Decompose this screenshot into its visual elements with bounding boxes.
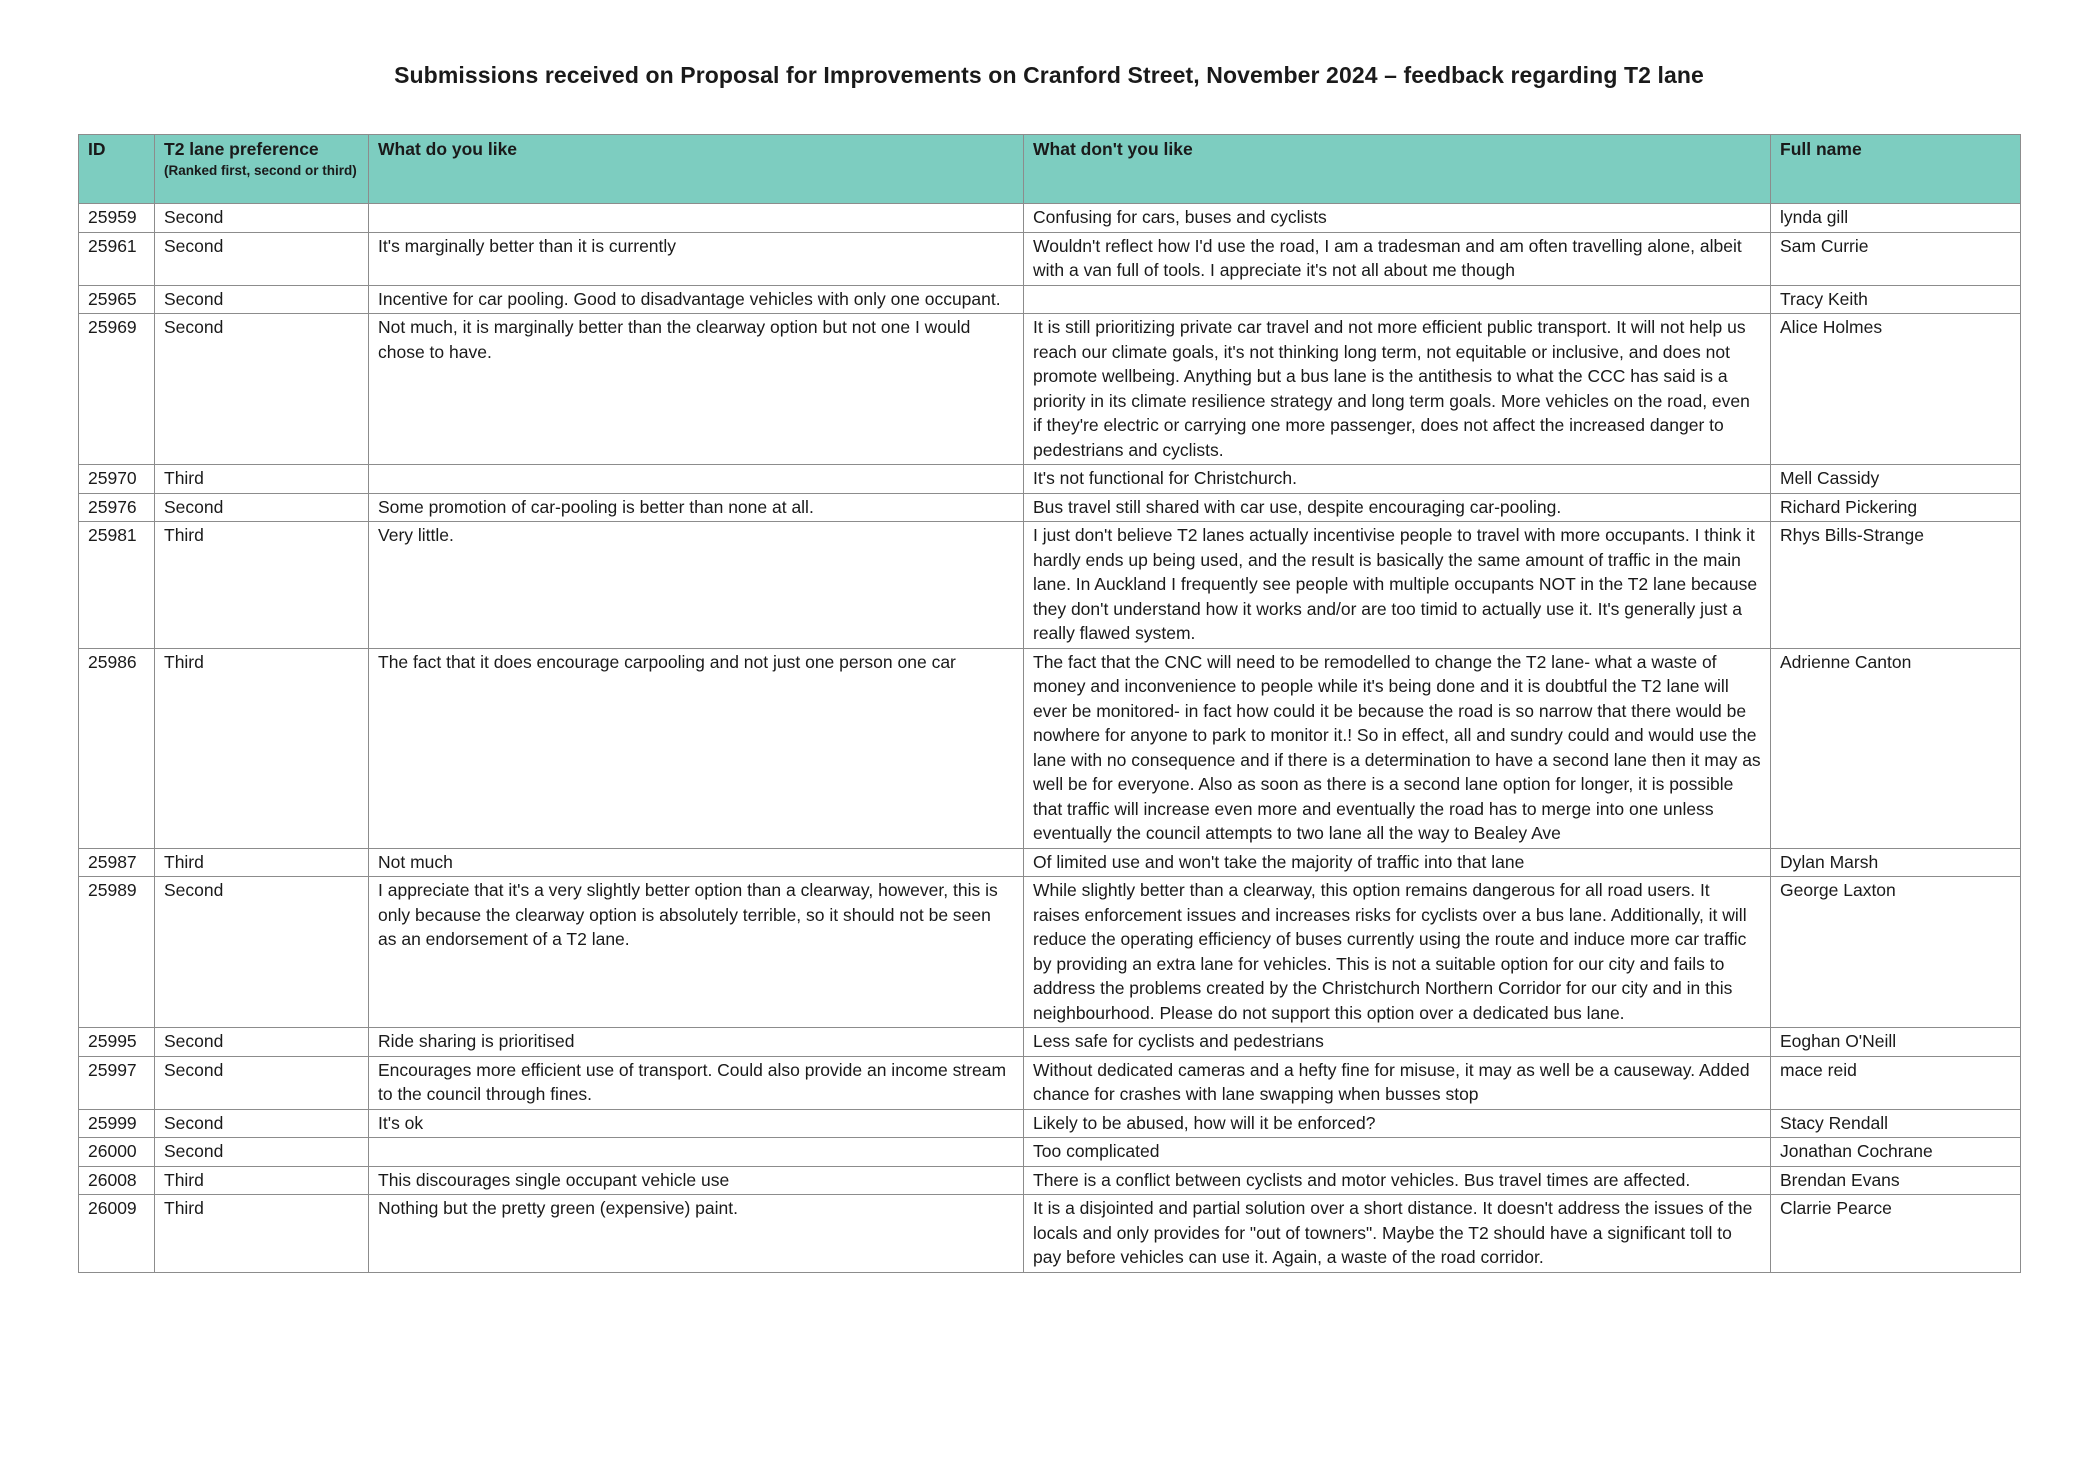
header-preference-note: (Ranked first, second or third) <box>164 162 357 178</box>
cell-full-name: lynda gill <box>1771 204 2021 233</box>
cell-preference: Third <box>155 648 369 848</box>
cell-full-name: Stacy Rendall <box>1771 1109 2021 1138</box>
cell-dislike: Too complicated <box>1024 1138 1771 1167</box>
cell-like: Some promotion of car-pooling is better than none at all. <box>369 493 1024 522</box>
cell-dislike: The fact that the CNC will need to be remodelled to change the T2 lane- what a waste of money and inconvenience to people while it's being done and it is doubtful the T2 lane will ever be monitored- in fact how could it be because the road is so narrow that there would be nowhere for anyone to park to monitor it.! So in effect, all and sundry could and would use the lane with no consequence and if there is a determination to have a second lane then it may as well be for everyone. Also as soon as there is a second lane option for longer, it is possible that traffic will increase even more and eventually the road has to merge into one unless eventually the council attempts to two lane all the way to Bealey Ave <box>1024 648 1771 848</box>
cell-like: Not much, it is marginally better than the clearway option but not one I would chose to have. <box>369 314 1024 465</box>
cell-full-name: Alice Holmes <box>1771 314 2021 465</box>
cell-id: 25981 <box>79 522 155 649</box>
cell-id: 25987 <box>79 848 155 877</box>
cell-preference: Third <box>155 1195 369 1273</box>
cell-like: Very little. <box>369 522 1024 649</box>
cell-full-name: Adrienne Canton <box>1771 648 2021 848</box>
header-dislike: What don't you like <box>1024 135 1771 204</box>
cell-full-name: George Laxton <box>1771 877 2021 1028</box>
cell-id: 25959 <box>79 204 155 233</box>
cell-preference: Second <box>155 204 369 233</box>
table-row <box>79 1028 2021 1057</box>
cell-like: Nothing but the pretty green (expensive) paint. <box>369 1195 1024 1273</box>
header-preference-label: T2 lane preference <box>164 139 319 159</box>
cell-id: 25970 <box>79 465 155 494</box>
table-row <box>79 204 2021 233</box>
table-row <box>79 493 2021 522</box>
header-preference <box>155 135 369 204</box>
cell-full-name: Richard Pickering <box>1771 493 2021 522</box>
table-row <box>79 465 2021 494</box>
table-row <box>79 232 2021 285</box>
cell-preference: Second <box>155 314 369 465</box>
table-row <box>79 1109 2021 1138</box>
cell-preference: Third <box>155 465 369 494</box>
cell-id: 25999 <box>79 1109 155 1138</box>
cell-like <box>369 204 1024 233</box>
cell-id: 25986 <box>79 648 155 848</box>
cell-full-name: Sam Currie <box>1771 232 2021 285</box>
cell-dislike: It's not functional for Christchurch. <box>1024 465 1771 494</box>
table-row <box>79 877 2021 1028</box>
cell-dislike: Wouldn't reflect how I'd use the road, I am a tradesman and am often travelling alone, albeit with a van full of tools. I appreciate it's not all about me though <box>1024 232 1771 285</box>
cell-preference: Second <box>155 1056 369 1109</box>
cell-preference: Third <box>155 522 369 649</box>
cell-dislike: I just don't believe T2 lanes actually incentivise people to travel with more occupants. I think it hardly ends up being used, and the result is basically the same amount of traffic in the main lane. In Auckland I frequently see people with multiple occupants NOT in the T2 lane because they don't understand how it works and/or are too timid to actually use it. It's generally just a really flawed system. <box>1024 522 1771 649</box>
cell-dislike: There is a conflict between cyclists and motor vehicles. Bus travel times are affected. <box>1024 1166 1771 1195</box>
table-row <box>79 522 2021 649</box>
cell-like <box>369 465 1024 494</box>
cell-id: 26009 <box>79 1195 155 1273</box>
page-title: Submissions received on Proposal for Improvements on Cranford Street, November 2024 – feedback regarding T2 lane <box>394 62 1704 88</box>
cell-like: Incentive for car pooling. Good to disadvantage vehicles with only one occupant. <box>369 285 1024 314</box>
cell-like: Encourages more efficient use of transport. Could also provide an income stream to the council through fines. <box>369 1056 1024 1109</box>
cell-id: 25961 <box>79 232 155 285</box>
cell-id: 25965 <box>79 285 155 314</box>
cell-full-name: Eoghan O'Neill <box>1771 1028 2021 1057</box>
cell-preference: Second <box>155 877 369 1028</box>
cell-dislike: Bus travel still shared with car use, despite encouraging car-pooling. <box>1024 493 1771 522</box>
cell-preference: Third <box>155 848 369 877</box>
cell-like: This discourages single occupant vehicle use <box>369 1166 1024 1195</box>
cell-preference: Second <box>155 1138 369 1167</box>
cell-full-name: Tracy Keith <box>1771 285 2021 314</box>
cell-like: Ride sharing is prioritised <box>369 1028 1024 1057</box>
cell-id: 26000 <box>79 1138 155 1167</box>
cell-dislike: While slightly better than a clearway, this option remains dangerous for all road users. It raises enforcement issues and increases risks for cyclists over a bus lane. Additionally, it will reduce the operating efficiency of buses currently using the route and induce more car traffic by providing an extra lane for vehicles. This is not a suitable option for our city and fails to address the problems created by the Christchurch Northern Corridor for our city and in this neighbourhood. Please do not support this option over a dedicated bus lane. <box>1024 877 1771 1028</box>
cell-id: 25976 <box>79 493 155 522</box>
cell-dislike: Without dedicated cameras and a hefty fine for misuse, it may as well be a causeway. Added chance for crashes with lane swapping when busses stop <box>1024 1056 1771 1109</box>
cell-full-name: mace reid <box>1771 1056 2021 1109</box>
submissions-table <box>78 134 2021 1273</box>
cell-id: 26008 <box>79 1166 155 1195</box>
header-like: What do you like <box>369 135 1024 204</box>
cell-like: I appreciate that it's a very slightly better option than a clearway, however, this is only because the clearway option is absolutely terrible, so it should not be seen as an endorsement of a T2 lane. <box>369 877 1024 1028</box>
header-full-name: Full name <box>1771 135 2021 204</box>
cell-preference: Second <box>155 1028 369 1057</box>
table-row <box>79 848 2021 877</box>
cell-dislike <box>1024 285 1771 314</box>
cell-like: It's marginally better than it is currently <box>369 232 1024 285</box>
cell-preference: Second <box>155 285 369 314</box>
cell-id: 25997 <box>79 1056 155 1109</box>
table-header <box>79 135 2021 204</box>
cell-preference: Third <box>155 1166 369 1195</box>
table-row <box>79 1056 2021 1109</box>
cell-like: It's ok <box>369 1109 1024 1138</box>
cell-id: 25989 <box>79 877 155 1028</box>
cell-dislike: Less safe for cyclists and pedestrians <box>1024 1028 1771 1057</box>
table-row <box>79 1138 2021 1167</box>
cell-full-name: Dylan Marsh <box>1771 848 2021 877</box>
cell-dislike: It is still prioritizing private car travel and not more efficient public transport. It will not help us reach our climate goals, it's not thinking long term, not equitable or inclusive, and does not promote wellbeing. Anything but a bus lane is the antithesis to what the CCC has said is a priority in its climate resilience strategy and long term goals. More vehicles on the road, even if they're electric or carrying one more passenger, does not affect the increased danger to pedestrians and cyclists. <box>1024 314 1771 465</box>
cell-full-name: Mell Cassidy <box>1771 465 2021 494</box>
table-row <box>79 314 2021 465</box>
cell-id: 25995 <box>79 1028 155 1057</box>
cell-full-name: Brendan Evans <box>1771 1166 2021 1195</box>
cell-like: Not much <box>369 848 1024 877</box>
cell-full-name: Rhys Bills-Strange <box>1771 522 2021 649</box>
table-body <box>79 204 2021 1273</box>
cell-full-name: Jonathan Cochrane <box>1771 1138 2021 1167</box>
header-id: ID <box>79 135 155 204</box>
table-row <box>79 1166 2021 1195</box>
cell-dislike: Confusing for cars, buses and cyclists <box>1024 204 1771 233</box>
cell-dislike: Likely to be abused, how will it be enforced? <box>1024 1109 1771 1138</box>
cell-dislike: It is a disjointed and partial solution over a short distance. It doesn't address the issues of the locals and only provides for "out of towners". Maybe the T2 should have a significant toll to pay before vehicles can use it. Again, a waste of the road corridor. <box>1024 1195 1771 1273</box>
table-row <box>79 1195 2021 1273</box>
cell-like <box>369 1138 1024 1167</box>
cell-dislike: Of limited use and won't take the majority of traffic into that lane <box>1024 848 1771 877</box>
cell-id: 25969 <box>79 314 155 465</box>
table-row <box>79 648 2021 848</box>
cell-preference: Second <box>155 1109 369 1138</box>
cell-preference: Second <box>155 232 369 285</box>
table-row <box>79 285 2021 314</box>
cell-preference: Second <box>155 493 369 522</box>
cell-full-name: Clarrie Pearce <box>1771 1195 2021 1273</box>
cell-like: The fact that it does encourage carpooling and not just one person one car <box>369 648 1024 848</box>
header-row <box>79 135 2021 204</box>
